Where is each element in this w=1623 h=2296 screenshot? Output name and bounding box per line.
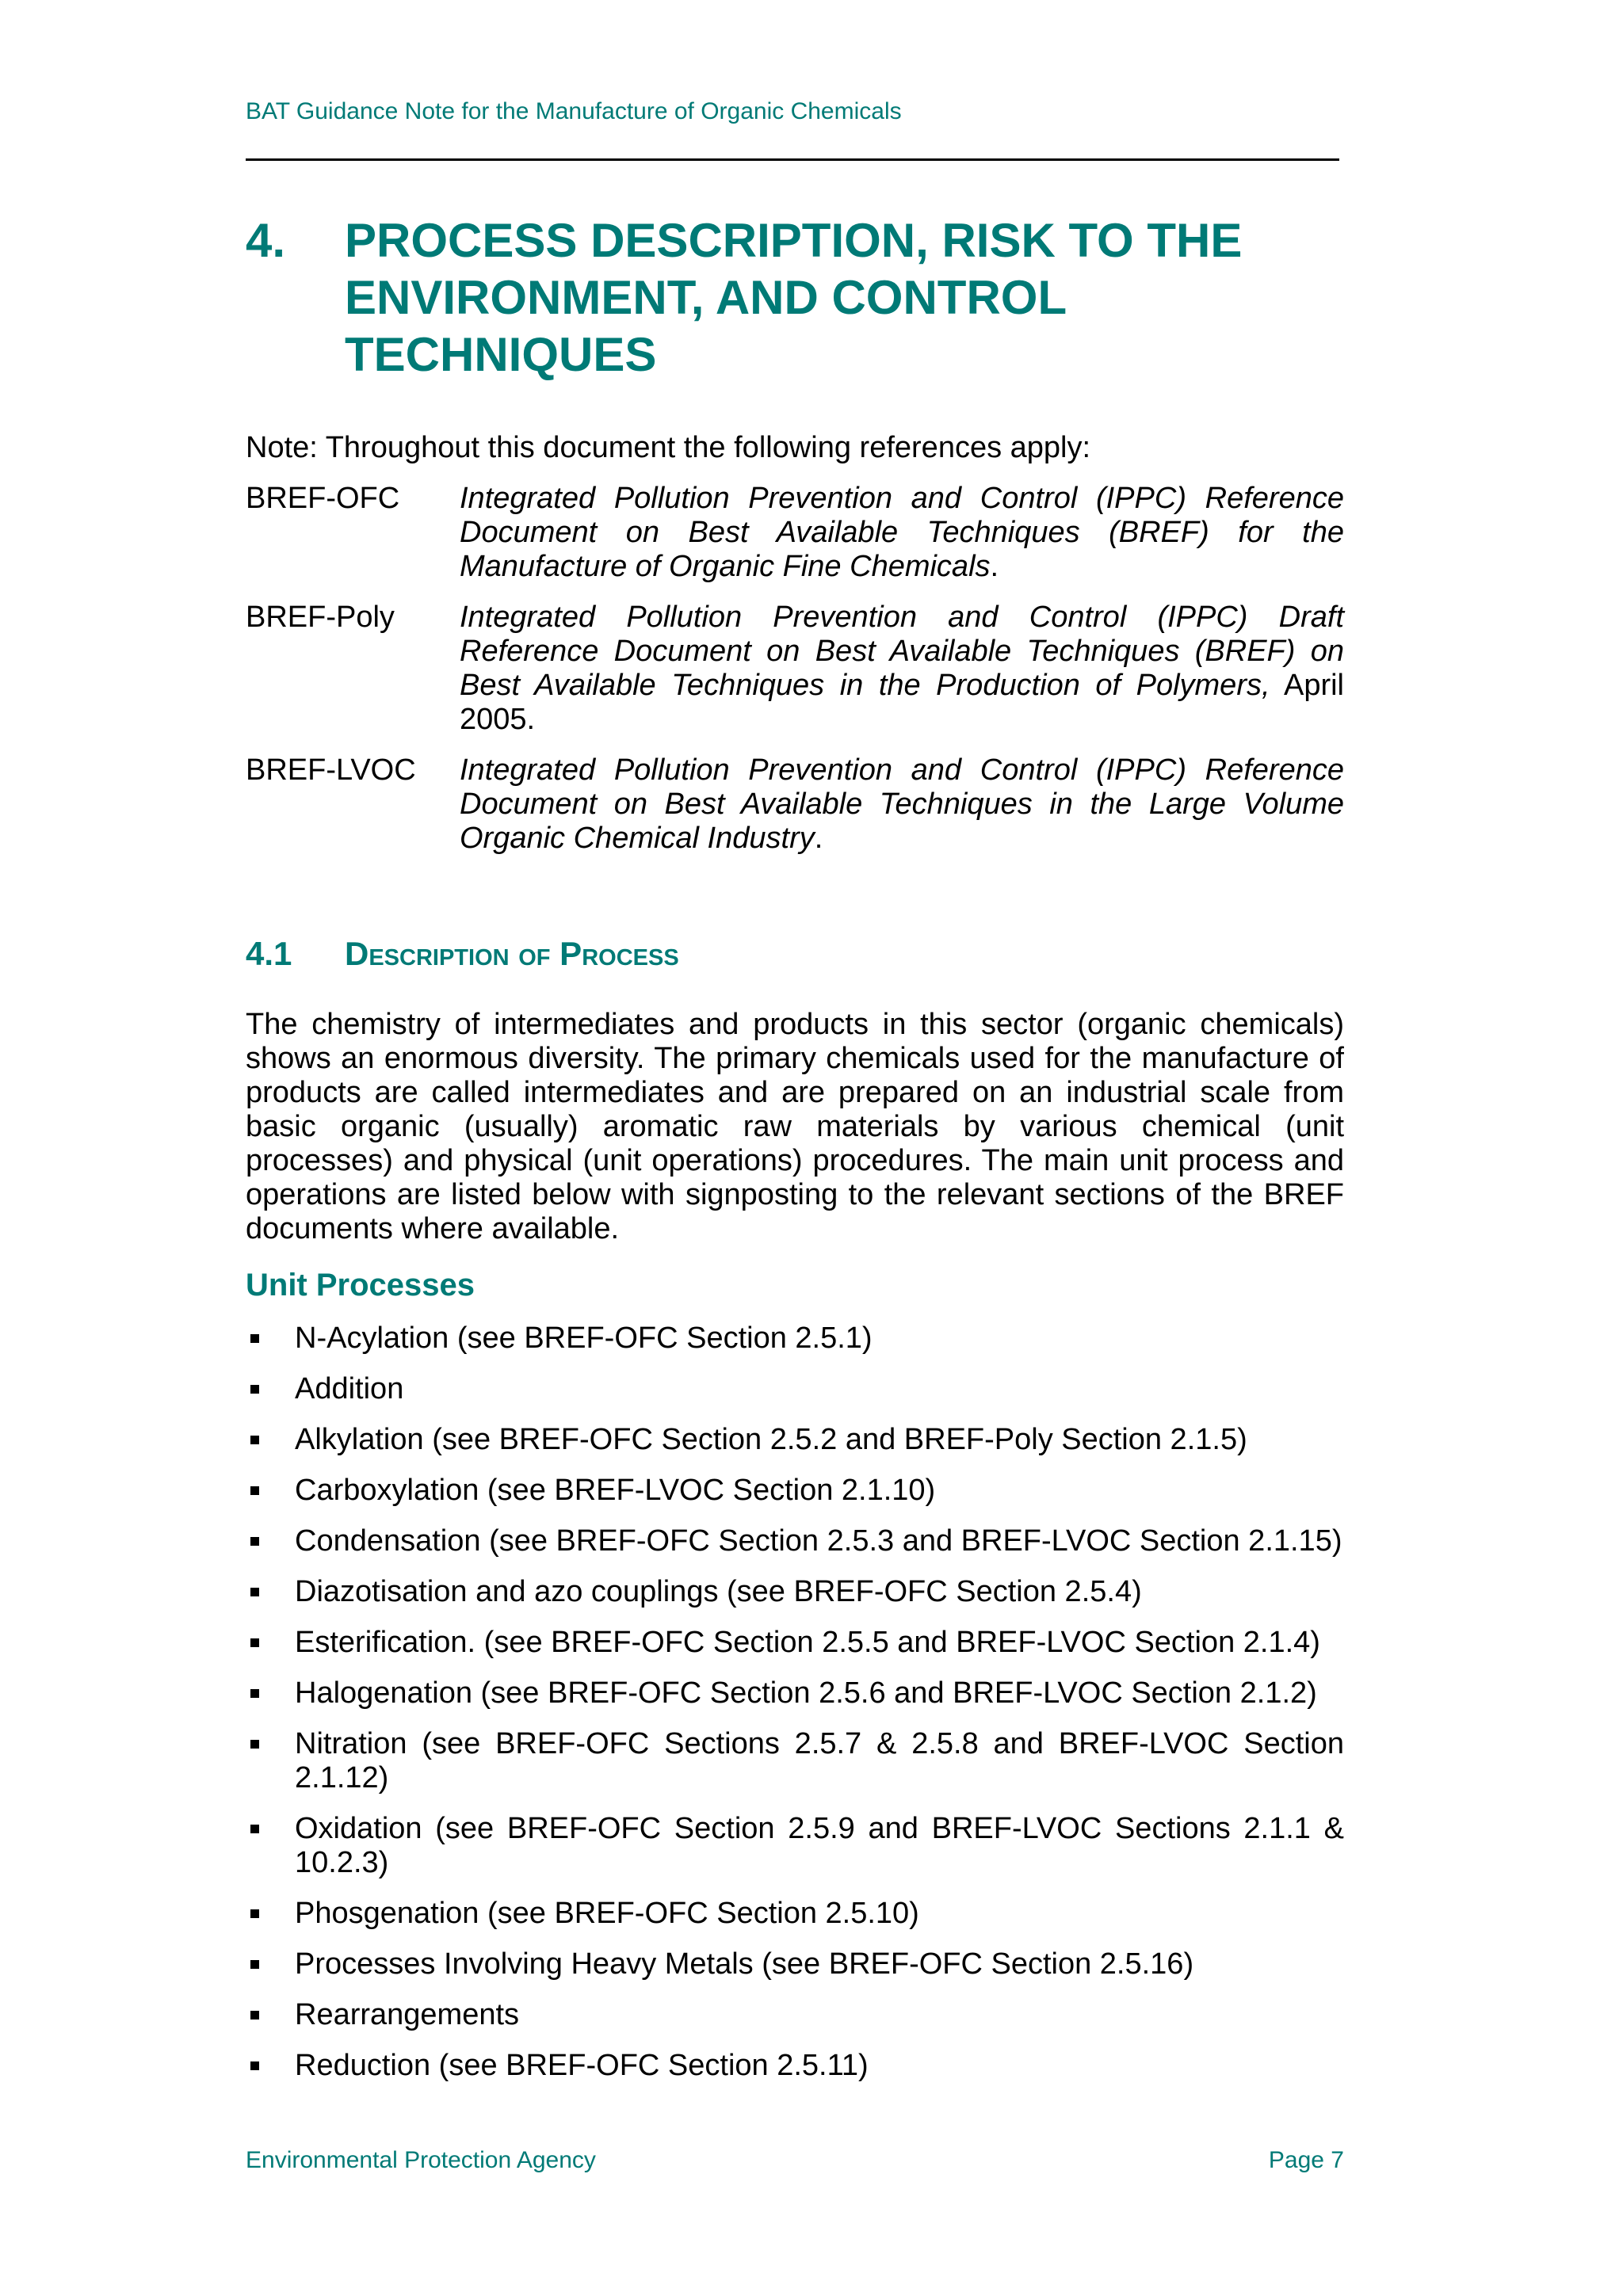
bullet-icon: [250, 1909, 259, 1918]
chapter-title: PROCESS DESCRIPTION, RISK TO THE ENVIRONMENT, AND CONTROL TECHNIQUES: [345, 214, 1243, 381]
reference-key: BREF-Poly: [246, 601, 395, 634]
list-item-text: Diazotisation and azo couplings (see BREF-OFC Section 2.5.4): [295, 1575, 1142, 1608]
reference-title: Integrated Pollution Prevention and Control (IPPC) Reference Document on Best Available Techniques in the Large Volume Organic Chemical Industry: [460, 753, 1344, 855]
list-item-text: Phosgenation (see BREF-OFC Section 2.5.10): [295, 1897, 919, 1930]
bullet-icon: [250, 1334, 259, 1343]
references-list: [246, 482, 1344, 872]
list-item: [246, 1524, 1344, 1558]
reference-tail: .: [814, 822, 823, 855]
list-item: [246, 1372, 1344, 1406]
bullet-icon: [250, 1486, 259, 1495]
list-item: [246, 1575, 1344, 1609]
list-item: [246, 1423, 1344, 1457]
bullet-icon: [250, 1385, 259, 1394]
list-item-text: Condensation (see BREF-OFC Section 2.5.3 and BREF-LVOC Section 2.1.15): [295, 1524, 1342, 1558]
reference-key: BREF-OFC: [246, 482, 400, 515]
unit-processes-list: [246, 1322, 1344, 2100]
list-item-text: Reduction (see BREF-OFC Section 2.5.11): [295, 2049, 869, 2082]
reference-title: Integrated Pollution Prevention and Control (IPPC) Draft Reference Document on Best Available Techniques (BREF) on Best Available Techniques in the Production of Polymers,: [460, 601, 1344, 702]
bullet-icon: [250, 1689, 259, 1698]
list-item: [246, 1727, 1344, 1795]
list-item-text: Halogenation (see BREF-OFC Section 2.5.6 and BREF-LVOC Section 2.1.2): [295, 1676, 1317, 1710]
list-item-text: Processes Involving Heavy Metals (see BREF-OFC Section 2.5.16): [295, 1947, 1194, 1981]
list-item-text: N-Acylation (see BREF-OFC Section 2.5.1): [295, 1322, 873, 1355]
list-item-text: Nitration (see BREF-OFC Sections 2.5.7 & 2.5.8 and BREF-LVOC Section 2.1.12): [295, 1727, 1344, 1794]
page-number: Page 7: [1268, 2147, 1344, 2173]
list-item-text: Esterification. (see BREF-OFC Section 2.5.5 and BREF-LVOC Section 2.1.4): [295, 1626, 1320, 1659]
list-item-text: Addition: [295, 1372, 404, 1405]
list-item-text: Oxidation (see BREF-OFC Section 2.5.9 and BREF-LVOC Sections 2.1.1 & 10.2.3): [295, 1812, 1344, 1879]
chapter-number: 4.: [246, 214, 286, 267]
bullet-icon: [250, 2061, 259, 2070]
list-item: [246, 1676, 1344, 1711]
bullet-icon: [250, 1960, 259, 1969]
bullet-icon: [250, 1588, 259, 1596]
list-item: [246, 1947, 1344, 1981]
bullet-icon: [250, 1740, 259, 1749]
running-header: BAT Guidance Note for the Manufacture of Organic Chemicals: [246, 98, 902, 124]
bullet-icon: [250, 1537, 259, 1546]
list-item: [246, 1626, 1344, 1660]
reference-description: [460, 601, 1344, 737]
reference-key: BREF-LVOC: [246, 753, 416, 787]
footer-agency: Environmental Protection Agency: [246, 2147, 596, 2173]
list-item: [246, 1897, 1344, 1931]
bullet-icon: [250, 2011, 259, 2019]
reference-title: Integrated Pollution Prevention and Control (IPPC) Reference Document on Best Available Techniques (BREF) for the Manufacture of Organic Fine Chemicals: [460, 482, 1344, 583]
reference-entry: [246, 482, 1344, 584]
reference-description: [460, 753, 1344, 856]
subheading-unit-processes: Unit Processes: [246, 1268, 475, 1302]
reference-entry: [246, 753, 1344, 856]
section-title: Description of Process: [345, 935, 679, 972]
references-note: Note: Throughout this document the following references apply:: [246, 431, 1091, 464]
list-item: [246, 1812, 1344, 1880]
bullet-icon: [250, 1436, 259, 1444]
section-number: 4.1: [246, 935, 292, 972]
list-item: [246, 2049, 1344, 2083]
list-item-text: Carboxylation (see BREF-LVOC Section 2.1.10): [295, 1474, 936, 1507]
header-divider: [246, 158, 1339, 161]
list-item: [246, 1474, 1344, 1508]
reference-entry: [246, 601, 1344, 737]
bullet-icon: [250, 1638, 259, 1647]
list-item-text: Alkylation (see BREF-OFC Section 2.5.2 and BREF-Poly Section 2.1.5): [295, 1423, 1247, 1456]
bullet-icon: [250, 1825, 259, 1833]
list-item: [246, 1998, 1344, 2032]
reference-tail: .: [990, 550, 999, 583]
reference-tail: April 2005.: [460, 669, 1344, 736]
reference-description: [460, 482, 1344, 584]
list-item: [246, 1322, 1344, 1356]
body-paragraph: The chemistry of intermediates and products in this sector (organic chemicals) shows an enormous diversity. The primary chemicals used for the manufacture of products are called intermediates and are prepared on an industrial scale from basic organic (usually) aromatic raw materials by various chemical (unit processes) and physical (unit operations) procedures. The main unit process and operations are listed below with signposting to the relevant sections of the BREF documents where available.: [246, 1008, 1344, 1245]
list-item-text: Rearrangements: [295, 1998, 520, 2031]
